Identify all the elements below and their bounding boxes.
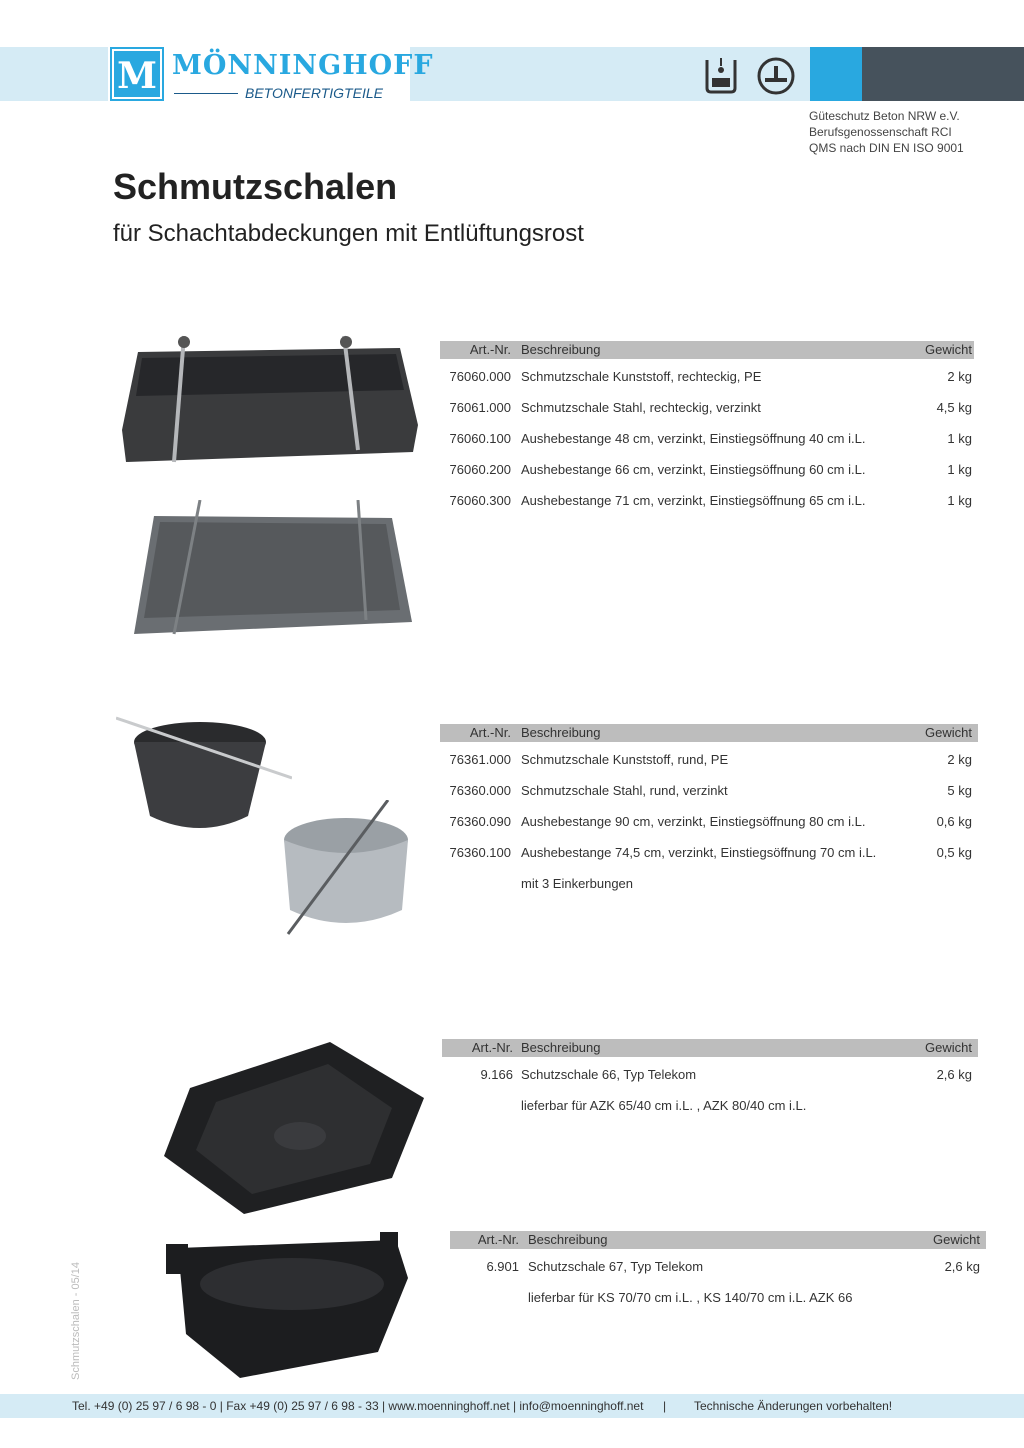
description: Schmutzschale Stahl, rund, verzinkt [521, 783, 728, 798]
description: Schmutzschale Kunststoff, rechteckig, PE [521, 369, 762, 384]
plastic-rectangular-tray-image [118, 330, 420, 468]
table-row [440, 483, 974, 514]
certifications [809, 108, 964, 156]
weight: 1 kg [947, 493, 972, 508]
header-art-nr: Art.-Nr. [469, 342, 511, 357]
footer-bar [0, 1394, 1024, 1418]
table-row [440, 452, 974, 483]
art-nr: 76060.300 [449, 493, 511, 508]
header-dark-block [862, 47, 1024, 101]
weight: 2 kg [947, 752, 972, 767]
header-weight: Gewicht [933, 1232, 980, 1247]
table-row [450, 1280, 986, 1311]
header-weight: Gewicht [925, 342, 972, 357]
logo-divider [174, 93, 238, 94]
weight: 2,6 kg [936, 1067, 972, 1082]
header-description: Beschreibung [521, 1040, 601, 1055]
weight: 2 kg [947, 369, 972, 384]
table-row [440, 773, 978, 804]
table-row [440, 866, 978, 897]
header-description: Beschreibung [521, 725, 601, 740]
weight: 2,6 kg [944, 1259, 980, 1274]
art-nr: 9.166 [480, 1067, 513, 1082]
product-table [450, 1231, 986, 1311]
description: Schmutzschale Kunststoff, rund, PE [521, 752, 729, 767]
company-name: MÖNNINGHOFF [172, 50, 434, 81]
art-nr: 76360.100 [449, 845, 511, 860]
table-row [440, 835, 978, 866]
art-nr: 76360.090 [449, 814, 511, 829]
product-table [440, 341, 974, 514]
table-header [442, 1039, 978, 1057]
header-accent-block [810, 47, 862, 101]
weight: 4,5 kg [936, 400, 972, 415]
art-nr: 76360.000 [449, 783, 511, 798]
description: lieferbar für KS 70/70 cm i.L. , KS 140/70 cm i.L. AZK 66 [528, 1290, 853, 1305]
product-table [440, 724, 978, 897]
quality-mark-icon [704, 56, 738, 94]
table-row [440, 421, 974, 452]
table-row [440, 390, 974, 421]
page-title: Schmutzschalen [113, 166, 398, 207]
table-row [442, 1057, 978, 1088]
description: Schutzschale 66, Typ Telekom [521, 1067, 697, 1082]
cert-line: QMS nach DIN EN ISO 9001 [809, 141, 964, 155]
description: Aushebestange 74,5 cm, verzinkt, Einstiegsöffnung 70 cm i.L. [521, 845, 877, 860]
telekom-tray-67-image [160, 1224, 418, 1382]
weight: 1 kg [947, 462, 972, 477]
art-nr: 6.901 [486, 1259, 519, 1274]
table-row [442, 1088, 978, 1119]
art-nr: 76061.000 [449, 400, 511, 415]
plastic-round-bowl-image [116, 708, 292, 834]
company-logo-icon [110, 47, 164, 101]
weight: 1 kg [947, 431, 972, 446]
description: Aushebestange 48 cm, verzinkt, Einstiegsöffnung 40 cm i.L. [521, 431, 866, 446]
description: lieferbar für AZK 65/40 cm i.L. , AZK 80/40 cm i.L. [521, 1098, 807, 1113]
company-tagline: BETONFERTIGTEILE [245, 85, 383, 101]
footer-note: Technische Änderungen vorbehalten! [694, 1399, 893, 1413]
description: Schutzschale 67, Typ Telekom [528, 1259, 704, 1274]
description: Schmutzschale Stahl, rechteckig, verzinkt [521, 400, 761, 415]
header-art-nr: Art.-Nr. [469, 725, 511, 740]
document-version-label: Schmutzschalen - 05/14 [70, 1261, 82, 1380]
header-description: Beschreibung [521, 342, 601, 357]
table-header [440, 724, 978, 742]
art-nr: 76060.000 [449, 369, 511, 384]
description: mit 3 Einkerbungen [521, 876, 634, 891]
header-art-nr: Art.-Nr. [477, 1232, 519, 1247]
telekom-tray-66-image [160, 1036, 426, 1218]
cert-line: Güteschutz Beton NRW e.V. [809, 109, 960, 123]
art-nr: 76060.200 [449, 462, 511, 477]
header-art-nr: Art.-Nr. [471, 1040, 513, 1055]
safety-mark-icon [756, 56, 796, 96]
header-weight: Gewicht [925, 1040, 972, 1055]
weight: 5 kg [947, 783, 972, 798]
art-nr: 76361.000 [449, 752, 511, 767]
logo-letter: M [117, 55, 157, 97]
cert-line: Berufsgenossenschaft RCI [809, 125, 952, 139]
table-row [440, 742, 978, 773]
table-header [440, 341, 974, 359]
description: Aushebestange 90 cm, verzinkt, Einstiegsöffnung 80 cm i.L. [521, 814, 866, 829]
product-table [442, 1039, 978, 1119]
table-row [440, 804, 978, 835]
footer-contact: Tel. +49 (0) 25 97 / 6 98 - 0 | Fax +49 (0) 25 97 / 6 98 - 33 | www.moenninghoff.net | info@moenninghoff.net [72, 1399, 644, 1413]
footer-separator: | [663, 1399, 667, 1413]
weight: 0,5 kg [936, 845, 972, 860]
steel-rectangular-tray-image [130, 500, 414, 638]
art-nr: 76060.100 [449, 431, 511, 446]
table-row [440, 359, 974, 390]
header-description: Beschreibung [528, 1232, 608, 1247]
description: Aushebestange 71 cm, verzinkt, Einstiegsöffnung 65 cm i.L. [521, 493, 866, 508]
description: Aushebestange 66 cm, verzinkt, Einstiegsöffnung 60 cm i.L. [521, 462, 866, 477]
table-row [450, 1249, 986, 1280]
page-subtitle: für Schachtabdeckungen mit Entlüftungsrost [113, 220, 584, 247]
steel-round-bowl-image [280, 800, 412, 936]
header-weight: Gewicht [925, 725, 972, 740]
weight: 0,6 kg [936, 814, 972, 829]
table-header [450, 1231, 986, 1249]
